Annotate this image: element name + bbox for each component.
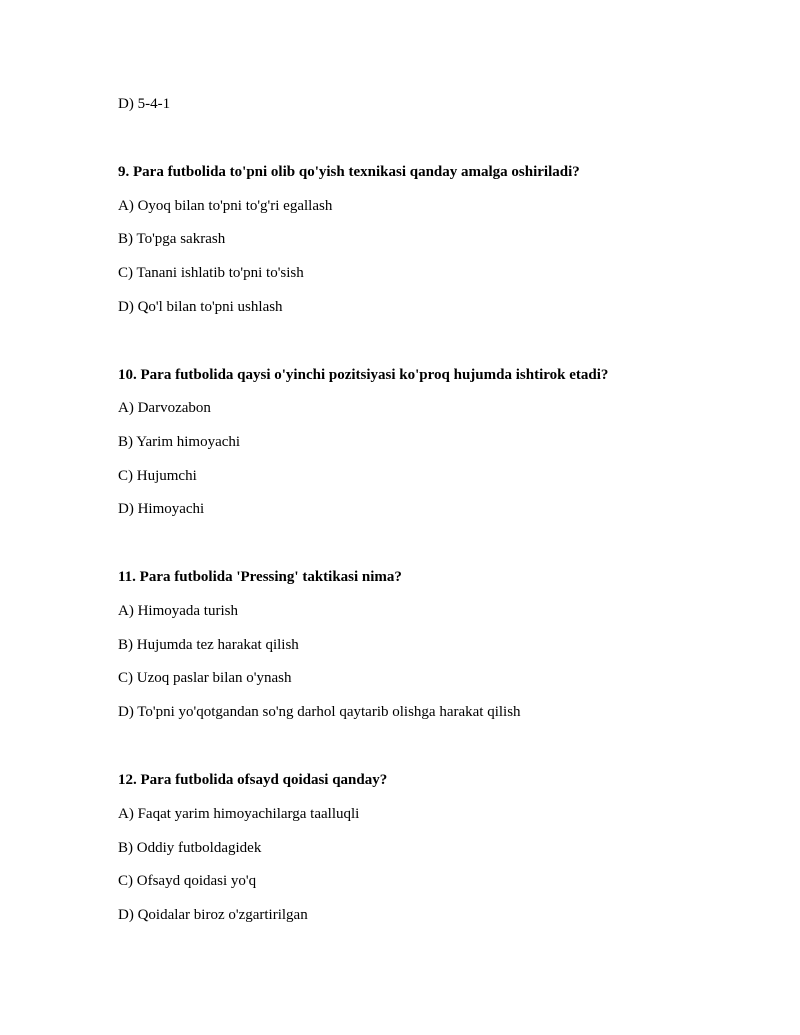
question-10-option-a: A) Darvozabon [118, 400, 211, 416]
question-12: 12. Para futbolida ofsayd qoidasi qanday? [118, 772, 388, 788]
question-9-option-b: B) To'pga sakrash [118, 231, 226, 247]
question-9-option-a: A) Oyoq bilan to'pni to'g'ri egallash [118, 198, 333, 214]
question-11-option-c: C) Uzoq paslar bilan o'ynash [118, 670, 292, 686]
option-d-previous: D) 5-4-1 [118, 96, 171, 112]
question-9-option-c: C) Tanani ishlatib to'pni to'sish [118, 265, 304, 281]
question-12-option-a: A) Faqat yarim himoyachilarga taalluqli [118, 806, 360, 822]
question-10-option-c: C) Hujumchi [118, 468, 197, 484]
question-11-option-b: B) Hujumda tez harakat qilish [118, 637, 299, 653]
question-12-option-d: D) Qoidalar biroz o'zgartirilgan [118, 907, 308, 923]
question-11-option-a: A) Himoyada turish [118, 603, 238, 619]
question-12-option-b: B) Oddiy futboldagidek [118, 840, 262, 856]
question-11-option-d: D) To'pni yo'qotgandan so'ng darhol qaytarib olishga harakat qilish [118, 704, 521, 720]
question-9-option-d: D) Qo'l bilan to'pni ushlash [118, 299, 283, 315]
question-10-option-d: D) Himoyachi [118, 501, 205, 517]
question-11: 11. Para futbolida 'Pressing' taktikasi nima? [118, 569, 402, 585]
question-9: 9. Para futbolida to'pni olib qo'yish texnikasi qanday amalga oshiriladi? [118, 164, 580, 180]
question-10: 10. Para futbolida qaysi o'yinchi pozitsiyasi ko'proq hujumda ishtirok etadi? [118, 367, 609, 383]
question-10-option-b: B) Yarim himoyachi [118, 434, 241, 450]
question-12-option-c: C) Ofsayd qoidasi yo'q [118, 873, 257, 889]
